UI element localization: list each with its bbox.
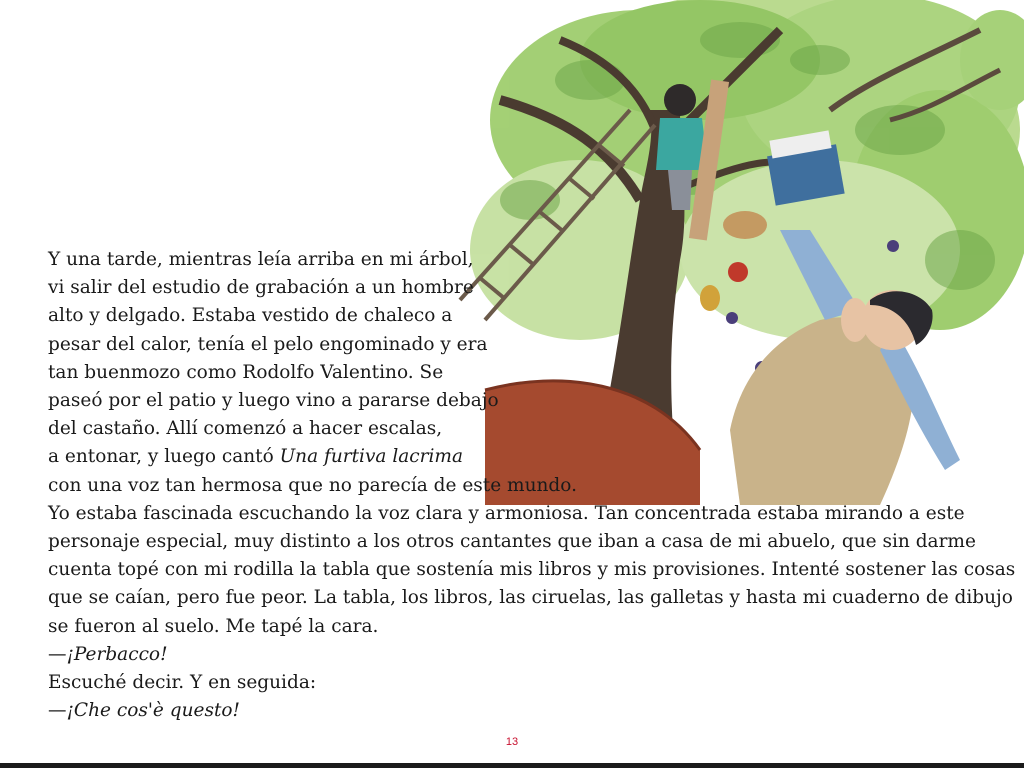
story-line: Yo estaba fascinada escuchando la voz clara y armoniosa. Tan concentrada estaba mirando a este (48, 502, 965, 524)
story-line: tan buenmozo como Rodolfo Valentino. Se (48, 361, 444, 383)
story-line: pesar del calor, tenía el pelo engominado y era (48, 333, 488, 355)
page-number: 13 (505, 736, 519, 748)
story-text (48, 246, 1016, 725)
dialogue-line (48, 697, 988, 725)
dialogue-dash: — (48, 700, 67, 722)
story-line: Escuché decir. Y en seguida: (48, 672, 317, 694)
story-line: alto y delgado. Estaba vestido de chaleco a (48, 305, 453, 327)
story-line-text: a entonar, y luego cantó (48, 446, 280, 468)
story-line (48, 443, 988, 471)
dialogue-line (48, 641, 988, 669)
story-line: que se caían, pero fue peor. La tabla, los libros, las ciruelas, las galletas y hasta mi cuaderno de dibujo (48, 587, 1013, 609)
exclamation-che-cose: ¡Che cos'è questo! (66, 700, 240, 722)
song-title: Una furtiva lacrima (279, 446, 463, 468)
story-line: cuenta topé con mi rodilla la tabla que sostenía mis libros y mis provisiones. Intenté sostener las cosas (48, 559, 1016, 581)
bottom-divider (0, 763, 1024, 768)
dialogue-dash: — (48, 643, 67, 665)
story-line: del castaño. Allí comenzó a hacer escalas, (48, 418, 443, 440)
story-line: personaje especial, muy distinto a los otros cantantes que iban a casa de mi abuelo, que sin darme (48, 531, 976, 553)
story-line: paseó por el patio y luego vino a pararse debajo (48, 390, 499, 412)
story-line: vi salir del estudio de grabación a un hombre (48, 277, 474, 299)
exclamation-perbacco: ¡Perbacco! (66, 643, 168, 665)
story-line: Y una tarde, mientras leía arriba en mi árbol, (48, 249, 474, 270)
story-line: se fueron al suelo. Me tapé la cara. (48, 615, 379, 637)
story-line: con una voz tan hermosa que no parecía de este mundo. (48, 474, 577, 496)
